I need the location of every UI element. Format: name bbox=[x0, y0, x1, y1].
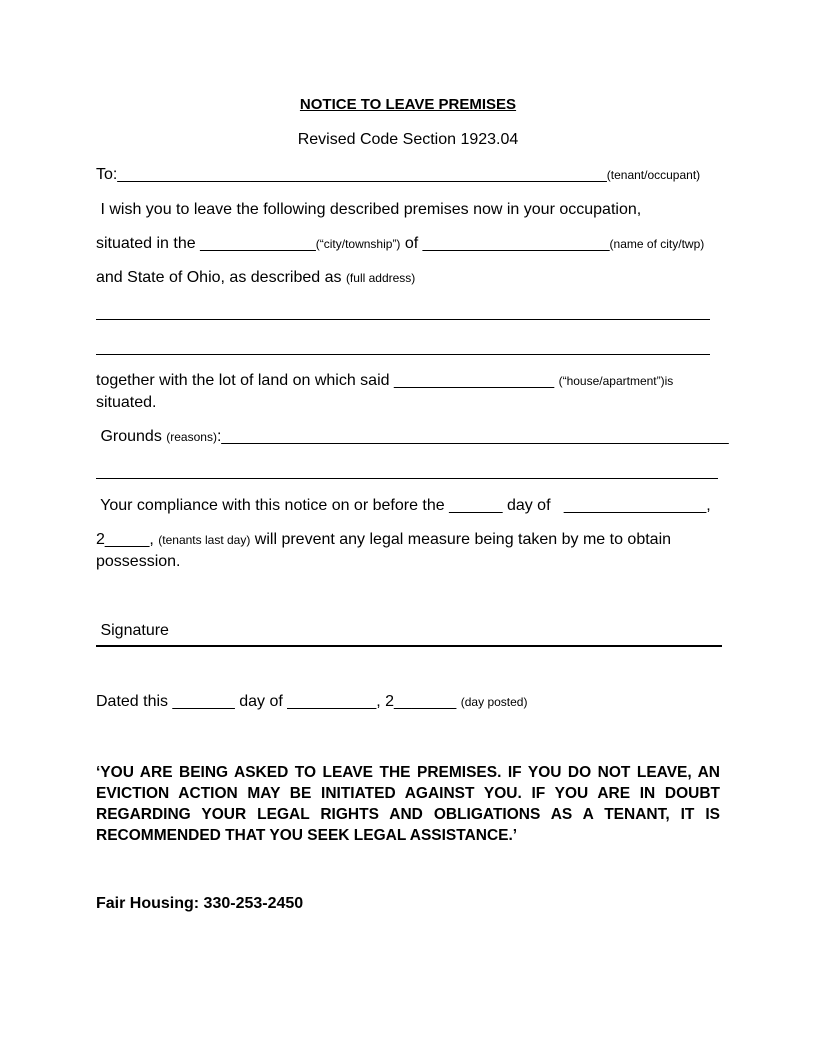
dated-line bbox=[96, 693, 527, 711]
together-line bbox=[96, 372, 673, 390]
grounds-label: Grounds bbox=[96, 428, 167, 445]
is-text: is bbox=[664, 374, 674, 388]
house-apartment-note: (“house/apartment”) bbox=[558, 374, 665, 388]
city-township-note: (“city/township”) bbox=[315, 237, 401, 251]
city-name-note: (name of city/twp) bbox=[609, 237, 705, 251]
together-text: together with the lot of land on which said __________________ bbox=[96, 372, 559, 389]
situated-end: situated. bbox=[96, 394, 157, 411]
state-text: and State of Ohio, as described as bbox=[96, 269, 346, 286]
state-line bbox=[96, 269, 415, 287]
reasons-note: (reasons) bbox=[166, 430, 217, 444]
possession-line: possession. bbox=[96, 553, 181, 570]
to-line bbox=[96, 166, 700, 184]
eviction-warning: ‘YOU ARE BEING ASKED TO LEAVE THE PREMISES. IF YOU DO NOT LEAVE, AN EVICTION ACTION MAY BE INITIATED AGAINST YOU. IF YOU ARE IN DOUBT REGARDING YOUR LEGAL RIGHTS AND OBLIGATIONS AS A TENANT, IT IS RECOMMENDED THAT YOU SEEK LEGAL ASSISTANCE.’ bbox=[96, 764, 720, 844]
signature-label: Signature bbox=[96, 622, 169, 639]
year-blank: 2_____, bbox=[96, 531, 159, 548]
address-line-2 bbox=[96, 354, 710, 355]
address-line-1 bbox=[96, 319, 710, 320]
last-day-note: (tenants last day) bbox=[158, 533, 251, 547]
grounds-blank: :_________________________________________________________ bbox=[216, 428, 729, 445]
day-posted-note: (day posted) bbox=[460, 695, 528, 709]
dated-text: Dated this _______ day of __________, 2_______ bbox=[96, 693, 461, 710]
full-address-note: (full address) bbox=[345, 271, 416, 285]
tenant-note: (tenant/occupant) bbox=[606, 168, 701, 182]
legal-measure-line bbox=[96, 531, 671, 549]
document-title: NOTICE TO LEAVE PREMISES bbox=[299, 96, 517, 113]
situated-line bbox=[96, 235, 704, 253]
fair-housing: Fair Housing: 330-253-2450 bbox=[96, 895, 304, 912]
wish-line: I wish you to leave the following described premises now in your occupation, bbox=[96, 201, 642, 218]
of-blank: of _____________________ bbox=[400, 235, 610, 252]
compliance-line: Your compliance with this notice on or before the ______ day of ________________, bbox=[96, 497, 711, 514]
grounds-line-2 bbox=[96, 478, 718, 479]
code-section: Revised Code Section 1923.04 bbox=[297, 131, 519, 148]
grounds-line bbox=[96, 428, 729, 446]
signature-line bbox=[96, 645, 722, 647]
legal-text: will prevent any legal measure being taken by me to obtain bbox=[250, 531, 672, 548]
situated-text: situated in the _____________ bbox=[96, 235, 316, 252]
to-blank: To:_______________________________________________________ bbox=[96, 166, 607, 183]
